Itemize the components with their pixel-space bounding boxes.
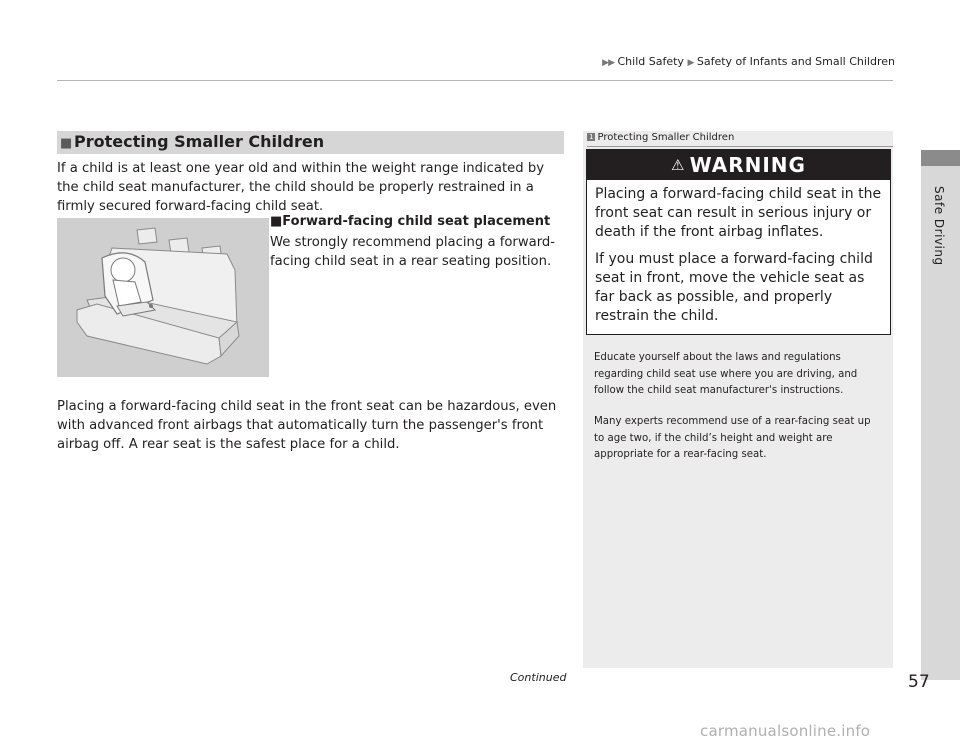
body-paragraph: Placing a forward-facing child seat in the front seat can be hazardous, even with advanced front airbags that automatically turn the passenger's front airbag off. A rear seat is the safest place for a child.	[57, 399, 557, 452]
note-divider	[587, 146, 893, 147]
section-tab-marker	[921, 150, 960, 166]
sub-heading: ■Forward-facing child seat placement	[270, 214, 551, 229]
note-title-text: Protecting Smaller Children	[597, 132, 735, 143]
breadcrumb-arrow-icon: ▶▶	[602, 58, 614, 68]
page-number: 57	[908, 672, 930, 692]
rear-seat-child-seat-icon	[57, 218, 269, 377]
breadcrumb-separator-icon: ▶	[687, 58, 694, 68]
warning-header	[587, 150, 890, 180]
note-number-badge: 1	[589, 133, 594, 141]
note-title	[587, 132, 734, 143]
continued-label: Continued	[510, 671, 567, 684]
section-tab-label-wrap	[930, 186, 950, 286]
heading-marker-icon: ■	[60, 136, 73, 151]
warning-text-1: Placing a forward-facing child seat in the front seat can result in serious injury or death if the front airbag inflates.	[595, 186, 882, 240]
warning-box	[586, 149, 891, 335]
section-tab-label[interactable]: Safe Driving	[932, 186, 946, 266]
sub-paragraph: We strongly recommend placing a forward-facing child seat in a rear seating position.	[270, 235, 556, 269]
intro-paragraph: If a child is at least one year old and within the weight range indicated by the child seat manufacturer, the child should be properly restrained in a firmly secured forward-facing child seat.	[57, 161, 545, 214]
child-seat-illustration	[57, 218, 269, 377]
watermark: carmanualsonline.info	[700, 722, 871, 740]
breadcrumb-page[interactable]: Safety of Infants and Small Children	[696, 55, 895, 68]
breadcrumb	[560, 55, 895, 68]
breadcrumb-section[interactable]: Child Safety	[617, 55, 684, 68]
note-paragraph-2: Many experts recommend use of a rear-facing seat up to age two, if the child’s height and weight are appropriate for a rear-facing seat.	[594, 416, 871, 460]
header-divider	[57, 80, 893, 81]
warning-text-2: If you must place a forward-facing child seat in front, move the vehicle seat as far back as possible, and properly restrain the child.	[595, 251, 873, 324]
section-heading: Protecting Smaller Children	[74, 132, 325, 151]
warning-triangle-icon: ⚠	[671, 156, 685, 174]
note-paragraph-1: Educate yourself about the laws and regulations regarding child seat use where you are driving, and follow the child seat manufacturer's instructions.	[594, 352, 858, 396]
warning-word: WARNING	[689, 153, 806, 177]
